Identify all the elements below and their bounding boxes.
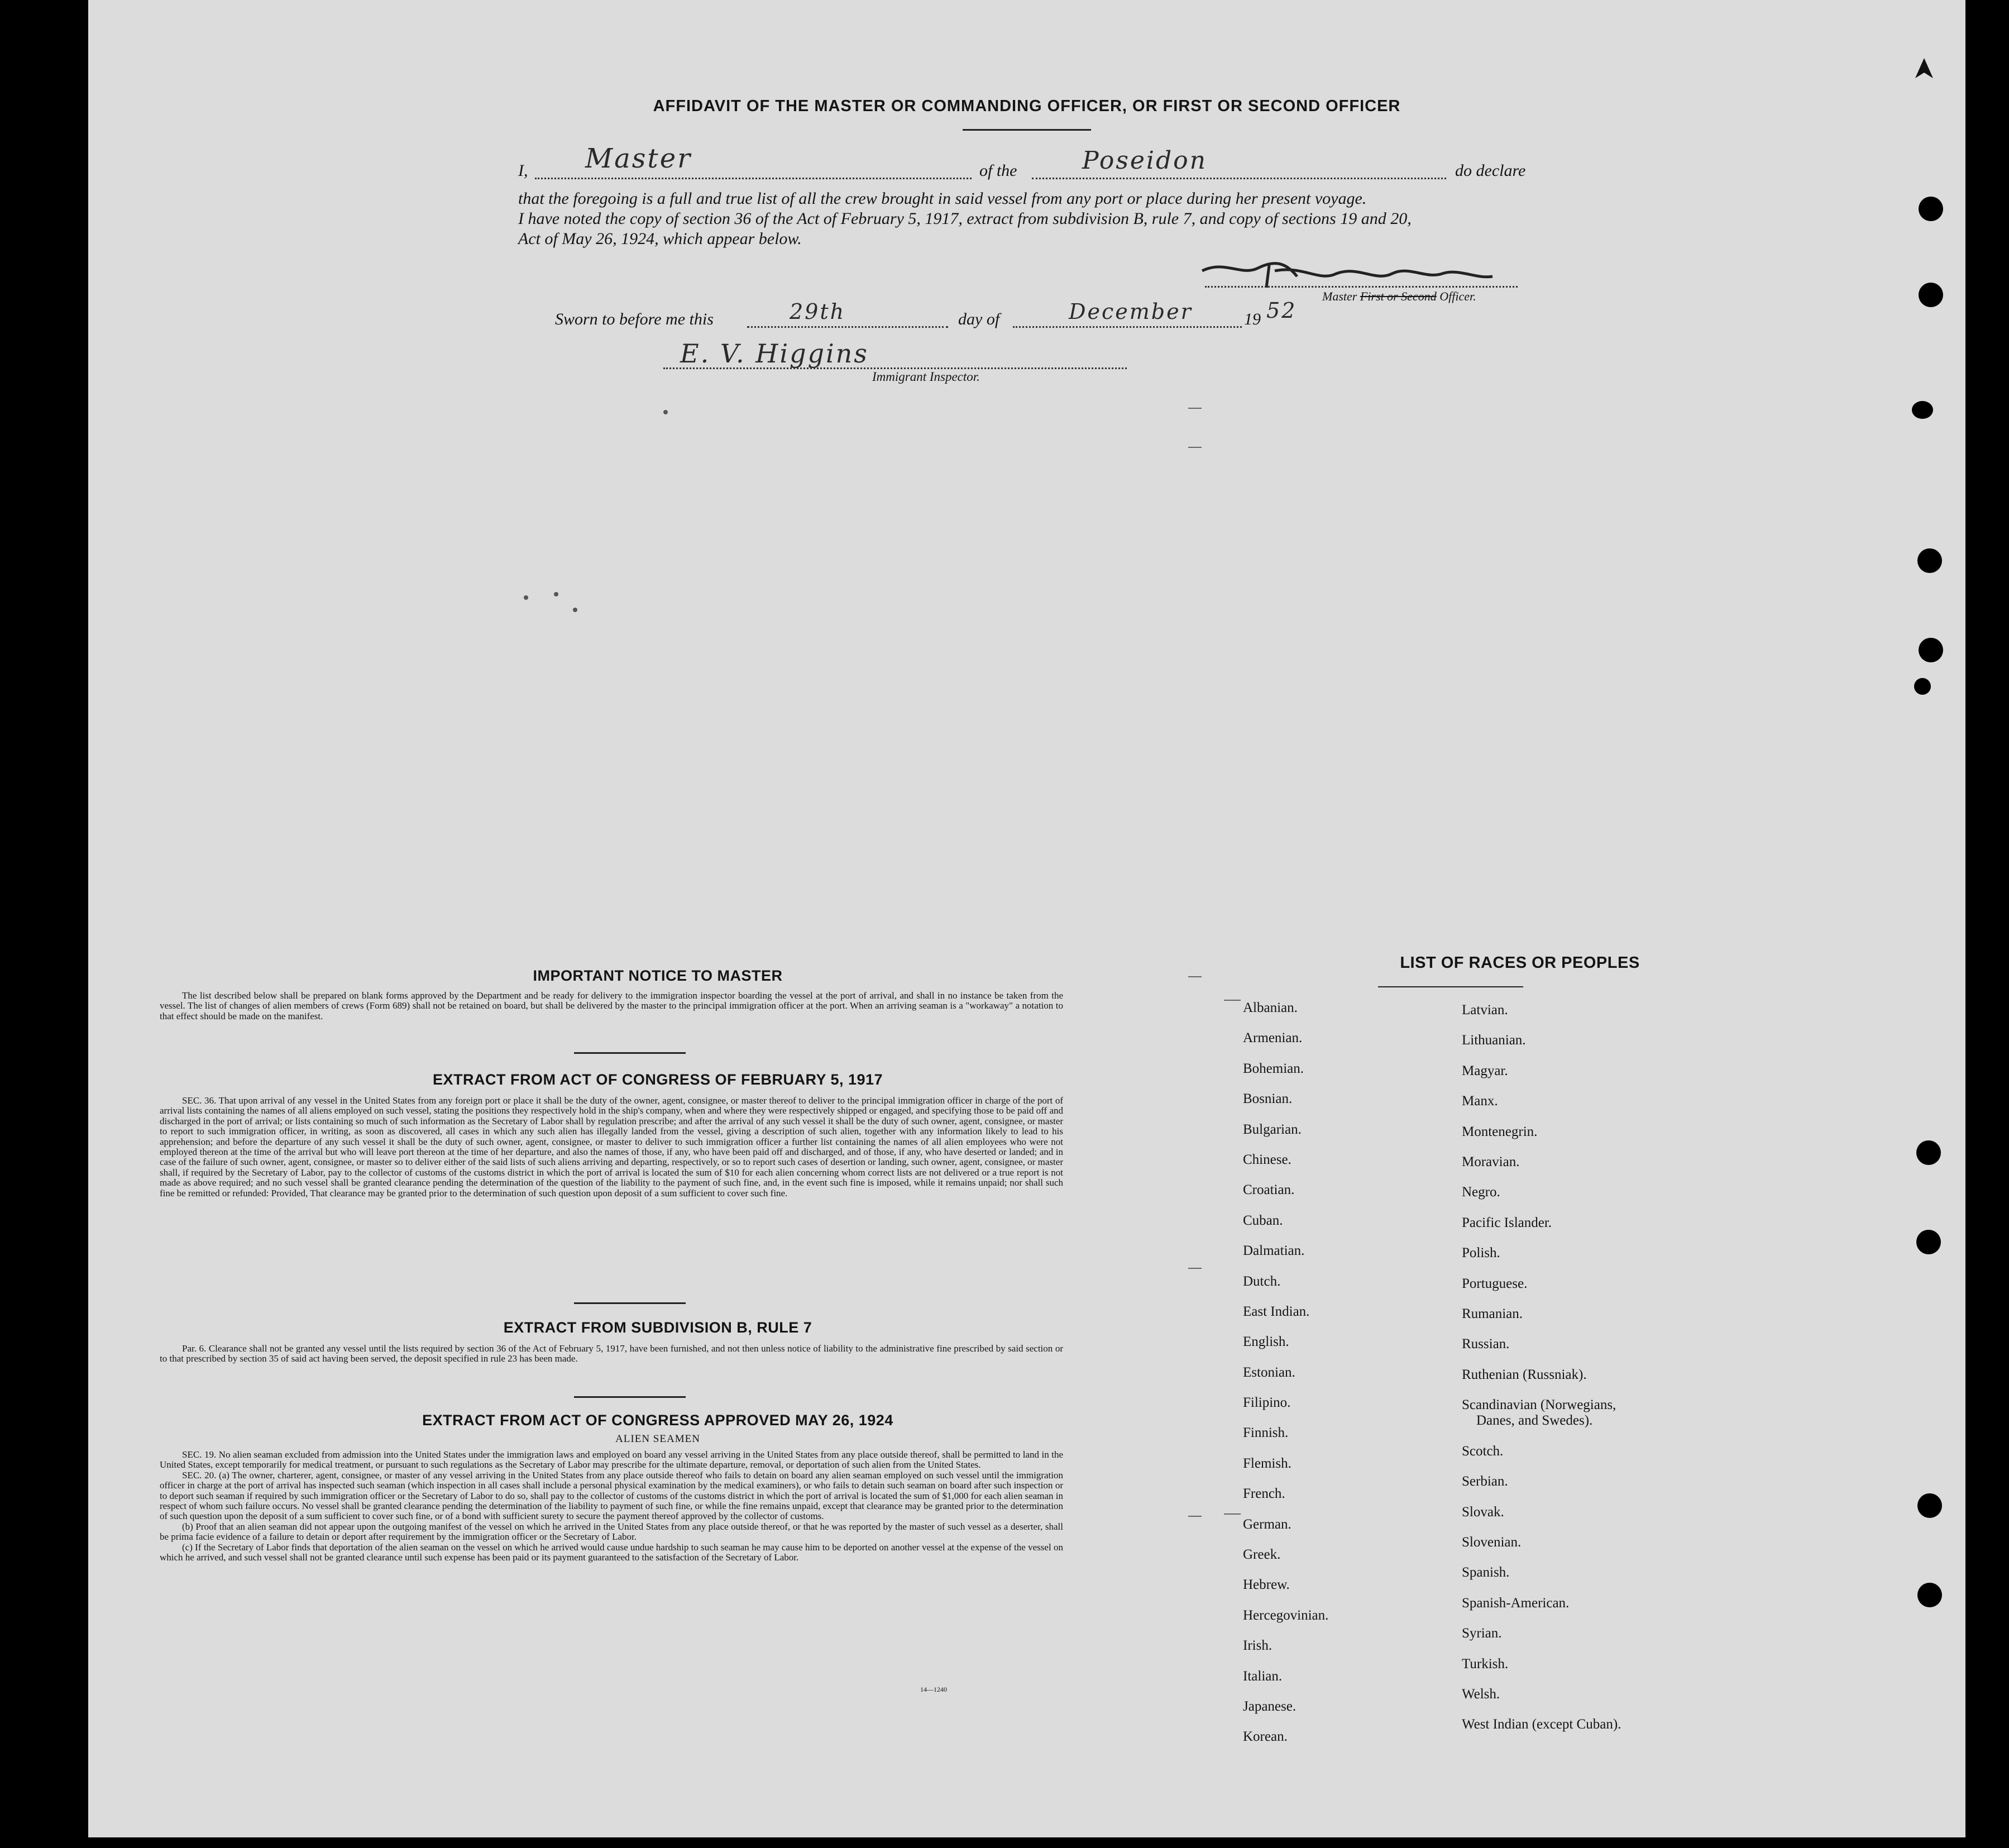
affidavit-line-4: Act of May 26, 1924, which appear below.	[518, 230, 802, 248]
punch-hole	[1919, 638, 1943, 662]
sec20c-text: (c) If the Secretary of Labor finds that deportation of the alien seaman on the vessel on which he arrived would cause undue hardship to such seaman he may cause him to be deported on another vessel at the expense of the vessel on which he arrived, and such vessel shall not be granted clearance until such expense has been paid or its payment guaranteed to the satisfaction of the Secretary of Labor.	[160, 1541, 1063, 1563]
document-page	[88, 0, 1965, 1837]
notice-text: The list described below shall be prepared on blank forms approved by the Department and be ready for delivery to the immigration inspector boarding the vessel at the port of arrival, and shall in no instance be taken from the vessel. The list of changes of alien members of crews (Form 689) shall not be retained on board, but shall be delivered by the master to the principal immigration officer at the port. When an arriving seaman is a "workaway" a notation to that effect should be made on the manifest.	[160, 990, 1063, 1021]
race-item: Moravian.	[1462, 1154, 1520, 1169]
form-mark	[1224, 1513, 1241, 1515]
extract-1917-divider	[574, 1302, 686, 1304]
form-mark	[1188, 976, 1202, 977]
sec20b-text: (b) Proof that an alien seaman did not appear upon the outgoing manifest of the vessel on which he arrived in the United States from any place outside thereof, or that he was reported by the master of such vessel as a deserter, shall be prima facie evidence of a failure to detain or deport after requirement by the immigration officer or the Secretary of Labor.	[160, 1521, 1063, 1543]
punch-hole	[1916, 1140, 1941, 1165]
punch-hole	[1919, 197, 1943, 221]
signature-caption	[1322, 289, 1476, 304]
day-of-label: day of	[958, 310, 1000, 328]
race-item: German.	[1243, 1516, 1292, 1532]
race-item: Greek.	[1243, 1547, 1281, 1563]
race-item: Negro.	[1462, 1185, 1500, 1200]
race-item: Flemish.	[1243, 1455, 1292, 1471]
rule7-text: Par. 6. Clearance shall not be granted any vessel until the lists required by section 36 of the Act of February 5, 1917, have been furnished, and not then unless notice of liability to the administrative fine prescribed by said section or to that prescribed by section 35 of said act having been served, the deposit specified in rule 23 has been made.	[160, 1343, 1063, 1364]
race-item: French.	[1243, 1486, 1285, 1502]
rule7-divider	[574, 1396, 686, 1398]
punch-hole	[1914, 678, 1931, 695]
race-item: Bulgarian.	[1243, 1121, 1302, 1137]
form-mark	[1188, 447, 1202, 448]
race-item: Italian.	[1243, 1668, 1283, 1684]
speck	[573, 608, 577, 612]
inspector-signature: E. V. Higgins	[680, 338, 869, 369]
race-item: Montenegrin.	[1462, 1124, 1538, 1139]
race-item: Russian.	[1462, 1336, 1510, 1352]
race-item: Latvian.	[1462, 1002, 1508, 1018]
notice-divider	[574, 1052, 686, 1054]
notice-title: IMPORTANT NOTICE TO MASTER	[533, 967, 783, 984]
form-number: 14—1240	[920, 1685, 947, 1693]
race-item: Scandinavian (Norwegians,	[1462, 1397, 1616, 1413]
race-item: Slovak.	[1462, 1504, 1504, 1520]
extract-1924-subtitle: ALIEN SEAMEN	[615, 1433, 700, 1445]
master-signature-line	[1205, 286, 1518, 288]
races-title: LIST OF RACES OR PEOPLES	[1400, 954, 1640, 972]
punch-hole	[1919, 283, 1943, 307]
speck	[524, 595, 528, 600]
race-item: Scotch.	[1462, 1443, 1504, 1459]
race-item: Portuguese.	[1462, 1276, 1528, 1291]
sworn-line	[555, 298, 1448, 332]
race-item: Bosnian.	[1243, 1091, 1293, 1107]
race-item: Croatian.	[1243, 1182, 1295, 1198]
race-item: Manx.	[1462, 1093, 1498, 1109]
race-item: Danes, and Swedes).	[1476, 1413, 1593, 1429]
race-item: Chinese.	[1243, 1152, 1292, 1167]
race-item: Estonian.	[1243, 1364, 1295, 1380]
punch-hole	[1916, 1230, 1941, 1254]
race-item: Ruthenian (Russniak).	[1462, 1367, 1587, 1382]
race-item: Magyar.	[1462, 1063, 1508, 1078]
race-item: Irish.	[1243, 1638, 1273, 1654]
year-suffix: 52	[1266, 298, 1297, 323]
extract-1924-title: EXTRACT FROM ACT OF CONGRESS APPROVED MAY 26, 1924	[422, 1412, 893, 1429]
race-item: East Indian.	[1243, 1303, 1310, 1319]
race-item: Turkish.	[1462, 1656, 1509, 1672]
race-item: Welsh.	[1462, 1686, 1500, 1702]
race-item: Hebrew.	[1243, 1577, 1290, 1593]
vessel-name-line	[1032, 178, 1446, 179]
race-item: Rumanian.	[1462, 1306, 1523, 1321]
races-divider	[1378, 986, 1523, 987]
race-item: Filipino.	[1243, 1395, 1291, 1411]
form-mark	[1224, 1000, 1241, 1001]
year-prefix: 19	[1244, 310, 1261, 328]
speck	[663, 410, 668, 414]
title-divider	[963, 129, 1091, 131]
of-the-label: of the	[979, 161, 1017, 180]
race-item: Slovenian.	[1462, 1535, 1522, 1550]
caption-first-second: First or Second	[1360, 289, 1437, 303]
race-item: English.	[1243, 1334, 1289, 1350]
race-item: Lithuanian.	[1462, 1033, 1526, 1048]
race-item: Finnish.	[1243, 1425, 1289, 1441]
race-item: Japanese.	[1243, 1698, 1297, 1714]
race-item: Albanian.	[1243, 1000, 1298, 1015]
inspector-signature-line	[663, 367, 1127, 369]
race-item: Dalmatian.	[1243, 1243, 1305, 1259]
caption-officer: Officer.	[1439, 289, 1476, 303]
race-item: Hercegovinian.	[1243, 1607, 1329, 1623]
race-item: Pacific Islander.	[1462, 1215, 1552, 1230]
race-item: Armenian.	[1243, 1030, 1303, 1046]
vessel-name-value: Poseidon	[1082, 146, 1207, 175]
form-mark	[1188, 1268, 1202, 1269]
master-name-line	[535, 178, 972, 179]
race-item: Syrian.	[1462, 1626, 1502, 1641]
sworn-month-line	[1013, 326, 1242, 328]
extract-1924-body	[160, 1450, 1063, 1563]
caption-master: Master	[1322, 289, 1357, 303]
affidavit-title: AFFIDAVIT OF THE MASTER OR COMMANDING OFFICER, OR FIRST OR SECOND OFFICER	[653, 97, 1401, 115]
race-item: Bohemian.	[1243, 1061, 1304, 1076]
master-name-value: Master	[585, 143, 692, 174]
extract-1917-title: EXTRACT FROM ACT OF CONGRESS OF FEBRUARY 5, 1917	[432, 1071, 883, 1088]
i-prefix: I,	[518, 161, 528, 180]
rule7-title: EXTRACT FROM SUBDIVISION B, RULE 7	[503, 1319, 812, 1336]
race-item: Cuban.	[1243, 1212, 1283, 1228]
affidavit-line-2: that the foregoing is a full and true list of all the crew brought in said vessel from any port or place during her present voyage.	[518, 189, 1367, 208]
affidavit-line-3: I have noted the copy of section 36 of the Act of February 5, 1917, extract from subdivision B, rule 7, and copy of sections 19 and 20,	[518, 209, 1412, 228]
sec20a-text: SEC. 20. (a) The owner, charterer, agent, consignee, or master of any vessel arriving in the United States from any place outside thereof who fails to detain on board any alien seaman employed on such vessel until the immigration officer in charge at the port of arrival has inspected such seaman (which inspection in all cases shall include a personal physical examination by the medical examiners), or who fails to detain such seaman on board after such inspection or to deport such seaman if required by such immigration officer or the Secretary of Labor to do so, shall pay to the collector of customs of the customs district in which the port of arrival is located the sum of $1,000 for each alien seaman in respect of whom such failure occurs. No vessel shall be granted clearance pending the determination of the liability to payment of such fine, or while the fine remains unpaid, except that clearance may be granted prior to the determination of such question upon the deposit of a sum sufficient to cover such fine, or of a bond with sufficient surety to secure the payment thereof approved by the collector of customs.	[160, 1469, 1063, 1522]
race-item: Korean.	[1243, 1729, 1288, 1745]
race-item: Dutch.	[1243, 1273, 1281, 1289]
punch-hole	[1912, 401, 1933, 419]
punch-hole	[1917, 548, 1942, 573]
punch-hole	[1917, 1493, 1942, 1518]
race-item: Spanish.	[1462, 1565, 1510, 1580]
sworn-prefix: Sworn to before me this	[555, 310, 714, 328]
punch-hole	[1917, 1583, 1942, 1607]
race-item: Serbian.	[1462, 1474, 1508, 1489]
races-left-column	[1243, 1000, 1328, 1759]
sworn-month-value: December	[1069, 299, 1193, 324]
sec19-text: SEC. 19. No alien seaman excluded from admission into the United States under the immigration laws and employed on board any vessel arriving in the United States from any place outside thereof, shall be permitted to land in the United States, except temporarily for medical treatment, or pursuant to such regulations as the Secretary of Labor may prescribe for the ultimate departure, removal, or deportation of such alien from the United States.	[160, 1449, 1063, 1470]
form-mark	[1188, 1516, 1202, 1517]
sworn-day-line	[747, 326, 948, 328]
race-item: Polish.	[1462, 1245, 1500, 1261]
extract-1917-text: SEC. 36. That upon arrival of any vessel in the United States from any foreign port or place it shall be the duty of the owner, agent, consignee, or master thereof to deliver to the principal immigration officer in charge of the port of arrival lists containing the names of all aliens employed on such vessel, stating the positions they respectively hold in the ship's company, when and where they were respectively shipped or engaged, and specifying those to be paid off and discharged in the port of arrival; or lists containing so much of such information as the Secretary of Labor shall by regulation prescribe; and after the arrival of any such vessel it shall be the duty of such owner, agent, consignee, or master to report to such immigration officer, in writing, as soon as discovered, all cases in which any such alien has illegally landed from the vessel, giving a description of such alien, together with any information likely to lead to his apprehension; and before the departure of any such vessel it shall be the duty of such owner, agent, consignee, or master to deliver to such immigration officer a further list containing the names of all alien employees who were not employed thereon at the time of the arrival but who will leave port thereon at the time of her departure, and also the names of those, if any, who have been paid off and discharged, and of those, if any, who have deserted or landed; and in case of the failure of such owner, agent, consignee, or master so to deliver either of the said lists of such aliens arriving and departing, respectively, or so to report such cases of desertion or landing, such owner, agent, consignee, or master shall, if required by the Secretary of Labor, pay to the collector of customs of the customs district in which the port of arrival is located the sum of $10 for each alien concerning whom correct lists are not delivered or a true report is not made as above required; and no such vessel shall be granted clearance pending the determination of the question of the liability to the payment of such fine, and, in the event such fine is imposed, while it remains unpaid; nor shall such fine be remitted or refunded: Provided, That clearance may be granted prior to the determination of such question upon deposit of a sum sufficient to cover such fine.	[160, 1095, 1063, 1198]
speck	[554, 592, 558, 596]
form-mark	[1188, 408, 1202, 409]
affidavit-line-1	[518, 143, 1562, 183]
sworn-day-value: 29th	[790, 299, 846, 324]
inspector-caption: Immigrant Inspector.	[872, 370, 980, 384]
do-declare-label: do declare	[1455, 161, 1526, 180]
race-item: Spanish-American.	[1462, 1595, 1570, 1611]
corner-arrow-mark	[1913, 56, 1935, 84]
race-item: West Indian (except Cuban).	[1462, 1717, 1621, 1732]
races-right-column	[1462, 1002, 1621, 1747]
